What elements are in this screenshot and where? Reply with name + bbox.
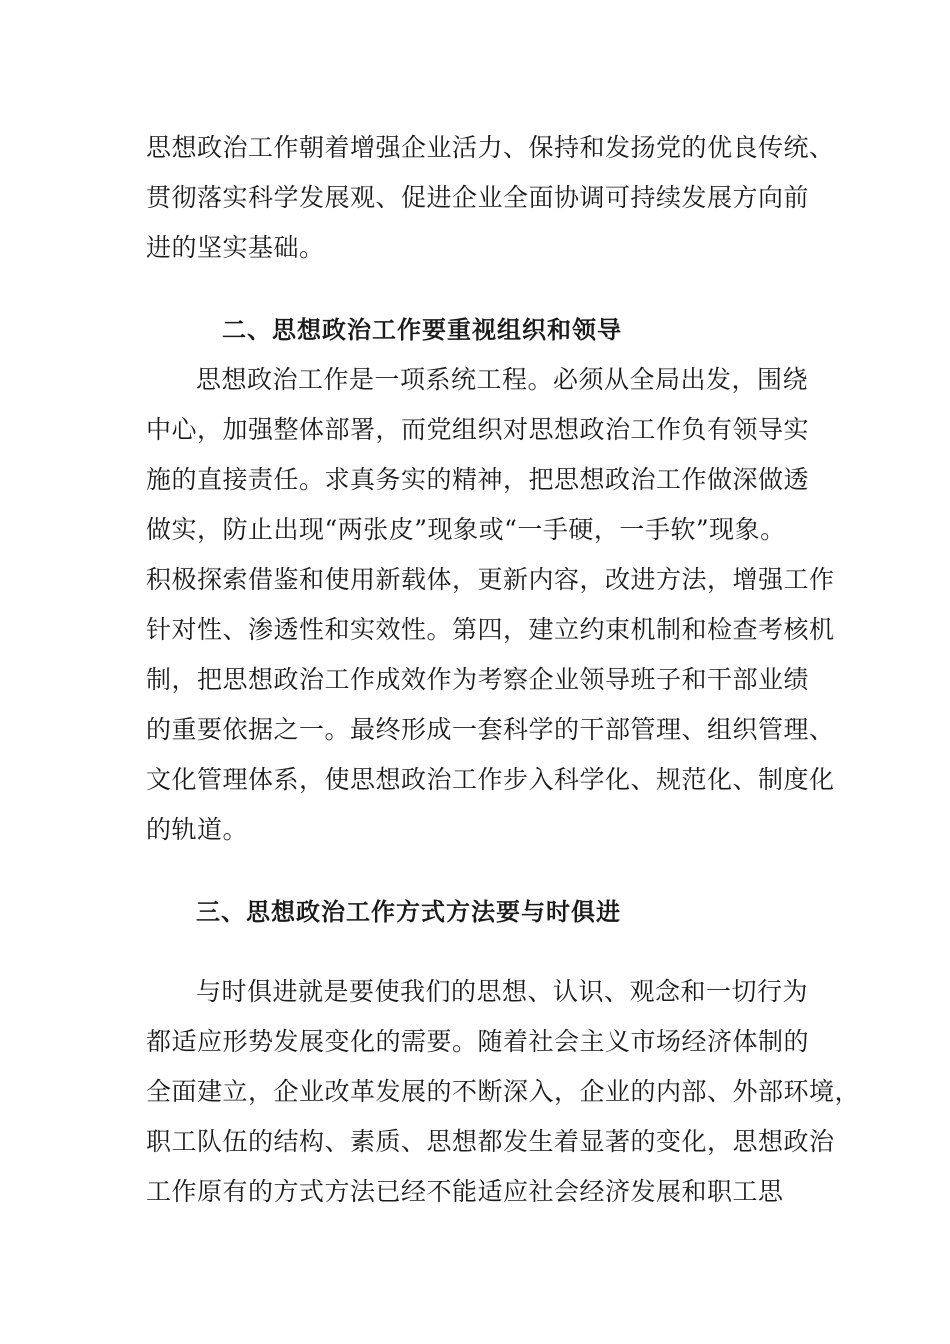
paragraph-line: 施的直接责任。求真务实的精神，把思想政治工作做深做透 bbox=[146, 465, 810, 494]
paragraph-line: 做实，防止出现“两张皮”现象或“一手硬，一手软”现象。 bbox=[146, 515, 786, 544]
paragraph-line: 的轨道。 bbox=[146, 815, 249, 844]
paragraph-line: 与时俱进就是要使我们的思想、认识、观念和一切行为 bbox=[196, 977, 809, 1006]
section-heading: 二、思想政治工作要重视组织和领导 bbox=[222, 316, 622, 344]
paragraph-line: 职工队伍的结构、素质、思想都发生着显著的变化，思想政治 bbox=[146, 1127, 835, 1156]
paragraph-line: 思想政治工作是一项系统工程。必须从全局出发，围绕 bbox=[196, 365, 809, 394]
paragraph-line: 贯彻落实科学发展观、促进企业全面协调可持续发展方向前 bbox=[146, 183, 810, 212]
paragraph-line: 都适应形势发展变化的需要。随着社会主义市场经济体制的 bbox=[146, 1027, 810, 1056]
paragraph-line: 积极探索借鉴和使用新载体，更新内容，改进方法，增强工作 bbox=[146, 565, 835, 594]
paragraph-line: 进的坚实基础。 bbox=[146, 233, 325, 262]
paragraph-line: 文化管理体系，使思想政治工作步入科学化、规范化、制度化 bbox=[146, 765, 835, 794]
section-heading: 三、思想政治工作方式方法要与时俱进 bbox=[196, 898, 621, 926]
paragraph-line: 针对性、渗透性和实效性。第四，建立约束机制和检查考核机 bbox=[146, 615, 835, 644]
paragraph-line: 的重要依据之一。最终形成一套科学的干部管理、组织管理、 bbox=[146, 715, 835, 744]
paragraph-line: 思想政治工作朝着增强企业活力、保持和发扬党的优良传统、 bbox=[146, 133, 835, 162]
paragraph-line: 工作原有的方式方法已经不能适应社会经济发展和职工思 bbox=[146, 1177, 784, 1206]
paragraph-line: 制，把思想政治工作成效作为考察企业领导班子和干部业绩 bbox=[146, 665, 810, 694]
paragraph-line: 全面建立，企业改革发展的不断深入，企业的内部、外部环境， bbox=[146, 1077, 861, 1106]
paragraph-line: 中心，加强整体部署，而党组织对思想政治工作负有领导实 bbox=[146, 415, 810, 444]
